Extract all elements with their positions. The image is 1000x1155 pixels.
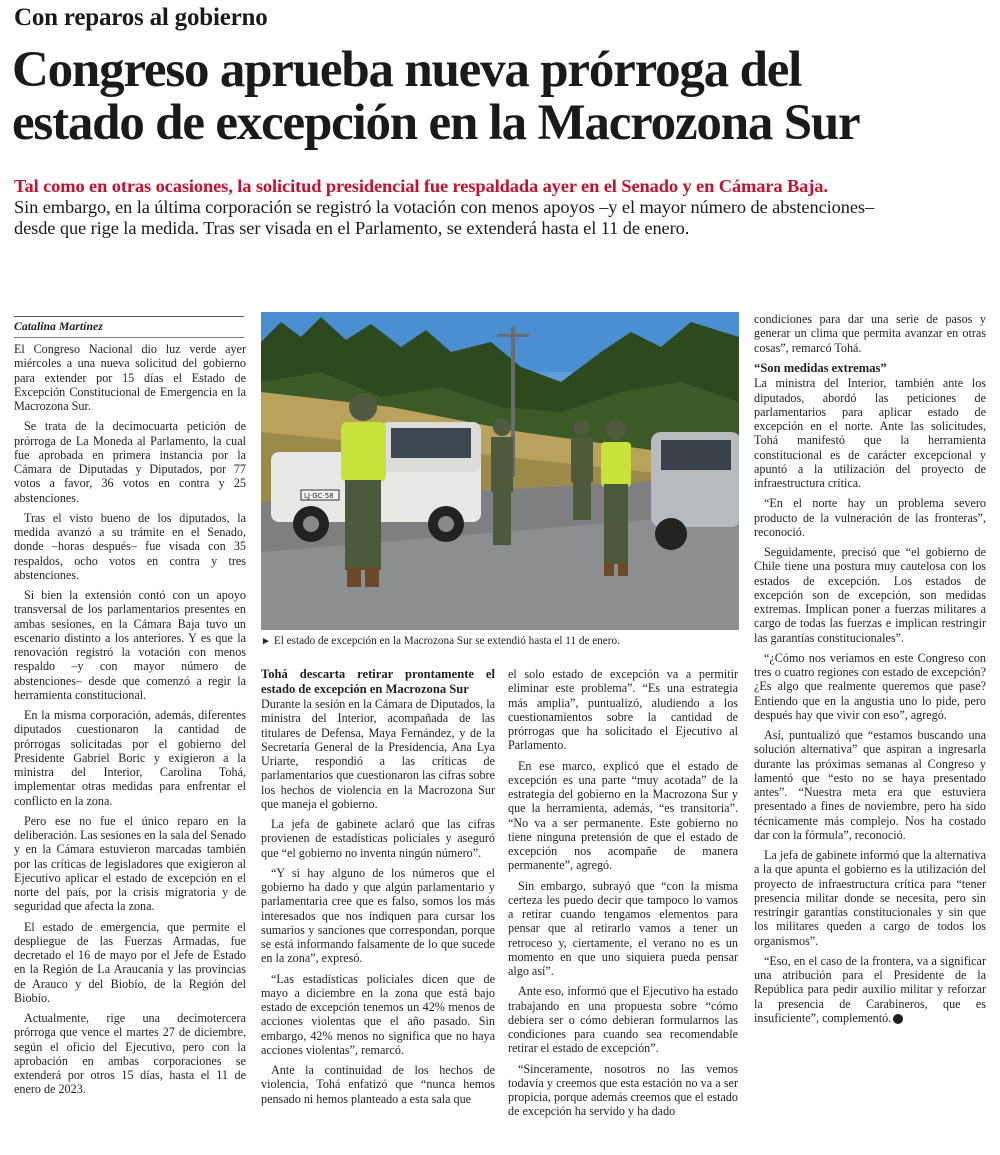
paragraph: La jefa de gabinete informó que la alternativa a la que apunta el gobierno es la utilización del proyecto de infraestructura crítica para “tener presencia militar donde se necesita, pero sin restringir garantías constitucionales y sin que los militares queden a cargo de todos los organismos”. [754, 848, 986, 948]
headline-line-1: Congreso aprueba nueva prórroga del [12, 42, 802, 98]
paragraph: En ese marco, explicó que el estado de excepción es una parte “muy acotada” de la estrategia del gobierno en la Macrozona Sur y que la herramienta, además, “es transitoria”. “No va a ser permanente. Este gobierno no tiene ninguna pretensión de que el estado de excepción nos acompañe de manera permanente”, agregó. [508, 758, 738, 873]
news-photo-icon [261, 312, 739, 630]
article-column-1 [14, 342, 246, 1103]
paragraph: “Y si hay alguno de los números que el gobierno ha dado y que algún parlamentario y parlamentaria cree que es falso, somos los más interesados que nos indiquen para cursar los sumarios y sanciones que correspondan, porque se está informando falsamente de lo que sucede en la zona”, expresó. [261, 865, 495, 966]
paragraph: Se trata de la decimocuarta petición de prórroga de La Moneda al Parlamento, la cual fue aprobada en primera instancia por la Cámara de Diputadas y Diputados, por 77 votos a favor, 36 votos en contra y 25 abstenciones. [14, 419, 246, 505]
deck-line-2: desde que rige la medida. Tras ser visada en el Parlamento, se extenderá hasta el 11 de enero. [14, 218, 690, 238]
article-column-3 [508, 667, 738, 1125]
deck-line-1: Sin embargo, en la última corporación se registró la votación con menos apoyos –y el mayor número de abstenciones– [14, 197, 875, 217]
paragraph: Actualmente, rige una decimotercera prórroga que vence el martes 27 de diciembre, según el oficio del Ejecutivo, pero con la aprobación en ambas corporaciones se extenderá por otros 15 días, hasta el 11 de enero de 2023. [14, 1011, 246, 1097]
news-photo [261, 312, 739, 630]
paragraph: Durante la sesión en la Cámara de Diputados, la ministra del Interior, acompañada de las titulares de Defensa, Maya Fernández, y de la Secretaría General de la Presidencia, Ana Lya Uriarte, respondió a las críticas de parlamentarios que cuestionaron las cifras sobre los hechos de violencia en la Macrozona Sur que maneja el gobierno. [261, 697, 495, 811]
headline-line-2: estado de excepción en la Macrozona Sur [12, 95, 860, 151]
paragraph: En la misma corporación, además, diferentes diputados cuestionaron la cantidad de prórrogas solicitadas por el gobierno del Presidente Gabriel Boric y exigieron a la ministra del Interior, Carolina Tohá, implementar otras medidas para enfrentar el conflicto en la zona. [14, 708, 246, 808]
article-column-2 [261, 667, 495, 1112]
article-kicker: Con reparos al gobierno [14, 4, 268, 31]
paragraph: Ante eso, informó que el Ejecutivo ha estado trabajando en una propuesta sobre “cómo debiera ser o cómo debieran formularnos las condiciones para cuando sea recomendable retirar el estado de excepción”. [508, 984, 738, 1056]
paragraph: el solo estado de excepción va a permitir eliminar este problema”. “Es una estrategia más amplia”, puntualizó, aludiendo a los cuestionamientos sobre la cantidad de prórrogas que ha solicitado el Ejecutivo al Parlamento. [508, 667, 738, 753]
paragraph: La jefa de gabinete aclaró que las cifras provienen de estadísticas policiales y aseguró que “el gobierno no inventa ningún número”. [261, 817, 495, 860]
subheading: Tohá descarta retirar prontamente el estado de excepción en Macrozona Sur [261, 667, 495, 696]
paragraph: El estado de emergencia, que permite el despliegue de las Fuerzas Armadas, fue decretado el 16 de mayo por el Jefe de Estado en la Región de La Araucanía y las provincias de Arauco y del Biobío, de la Región del Biobío. [14, 919, 246, 1005]
paragraph: Si bien la extensión contó con un apoyo transversal de los parlamentarios presentes en ambas sesiones, en la Cámara Baja tuvo un escenario distinto a los anteriores. Y es que la renovación registró la votación con menos respaldo –y con mayor número de abstenciones– desde que comenzó a regir la herramienta constitucional. [14, 588, 246, 702]
paragraph: “Sinceramente, nosotros no las vemos todavía y creemos que esta estación no va a ser propicia, porque además creemos que el estado de excepción ha servido y ha dado [508, 1061, 738, 1119]
paragraph: Pero ese no fue el único reparo en la deliberación. Las sesiones en la sala del Senado y en la Cámara estuvieron marcadas también por las críticas de legisladores que exigieron al Ejecutivo aplicar el estado de excepción en el norte del país, por la crisis migratoria y de seguridad que afecta la zona. [14, 813, 246, 914]
end-mark-icon [893, 1014, 903, 1024]
license-plate: LJ·GC·58 [304, 492, 334, 500]
paragraph: Ante la continuidad de los hechos de violencia, Tohá enfatizó que “nunca hemos pensado ni hemos planteado a esta sala que [261, 1063, 495, 1106]
paragraph: “Las estadísticas policiales dicen que de mayo a diciembre en la zona que está bajo estado de excepción tenemos un 42% menos de acciones violentas que el año pasado. Sin embargo, 42% menos no significa que no haya acciones violentas”, remarcó. [261, 971, 495, 1057]
closing-paragraph-text: “Eso, en el caso de la frontera, va a significar una atribución para el Presidente de la República para pedir auxilio militar y reforzar la presencia de Carabineros, que es insuficiente”, complementó. [754, 953, 986, 1025]
paragraph: Seguidamente, precisó que “el gobierno de Chile tiene una postura muy cautelosa con los estados de excepción. Los estados de excepción son de excepción, son medidas extremas. Implican poner a fuerzas militares a cargo de todas las fuerzas e implican restringir las garantías constitucionales”. [754, 545, 986, 645]
deck-body [14, 197, 989, 239]
paragraph: “¿Cómo nos veríamos en este Congreso con tres o cuatro regiones con estado de excepción? ¿Es algo que realmente queremos que pase? Entiendo que en la angustia uno lo pide, pero después hay que vivir con eso”, agregó. [754, 650, 986, 722]
subheading: “Son medidas extremas” [754, 360, 887, 375]
photo-caption [261, 634, 739, 649]
paragraph: “En el norte hay un problema severo producto de la vulneración de las fronteras”, reconoció. [754, 496, 986, 539]
paragraph: Sin embargo, subrayó que “con la misma certeza les puedo decir que tampoco lo vamos a retirar cuando tengamos elementos para pensar que al retirarlo vamos a tener un retroceso y, ciertamente, el verano no es un momento en que uno siquiera pueda pensar algo así”. [508, 878, 738, 978]
paragraph: condiciones para dar una serie de pasos y generar un clima que permita avanzar en otras cosas”, remarcó Tohá. [754, 312, 986, 355]
article-column-4 [754, 312, 986, 1031]
deck-lead: Tal como en otras ocasiones, la solicitud presidencial fue respaldada ayer en el Senado y en Cámara Baja. [14, 176, 828, 196]
paragraph: La ministra del Interior, también ante los diputados, abordó las peticiones de parlamentarios para aplicar estado de excepción en el norte. Ante las solicitudes, Tohá manifestó que la herramienta constitucional es de carácter excepcional y apuntó a la utilización del proyecto de infraestructura crítica. [754, 376, 986, 490]
paragraph: El Congreso Nacional dio luz verde ayer miércoles a una nueva solicitud del gobierno para extender por 15 días el Estado de Excepción Constitucional de Emergencia en la Macrozona Sur. [14, 342, 246, 413]
paragraph: Así, puntualizó que “estamos buscando una solución alternativa” que aspiran a ingresarla durante las próximas semanas al Congreso y lamentó que “esto no se haya presentado antes”. “Nuestra meta era que estuviera presentado a fines de noviembre, pero ha sido técnicamente más complejo. Nos ha costado dar con la fórmula”, reconoció. [754, 728, 986, 842]
paragraph [754, 954, 986, 1025]
article-deck [14, 176, 989, 239]
caption-arrow-icon: ► [261, 636, 271, 647]
byline: Catalina Martínez [14, 316, 244, 338]
article-headline [12, 44, 987, 150]
caption-text: El estado de excepción en la Macrozona Sur se extendió hasta el 11 de enero. [273, 635, 620, 647]
paragraph: Tras el visto bueno de los diputados, la medida avanzó a su trámite en el Senado, donde –horas después– fue visada con 35 respaldos, ocho votos en contra y tres abstenciones. [14, 510, 246, 582]
